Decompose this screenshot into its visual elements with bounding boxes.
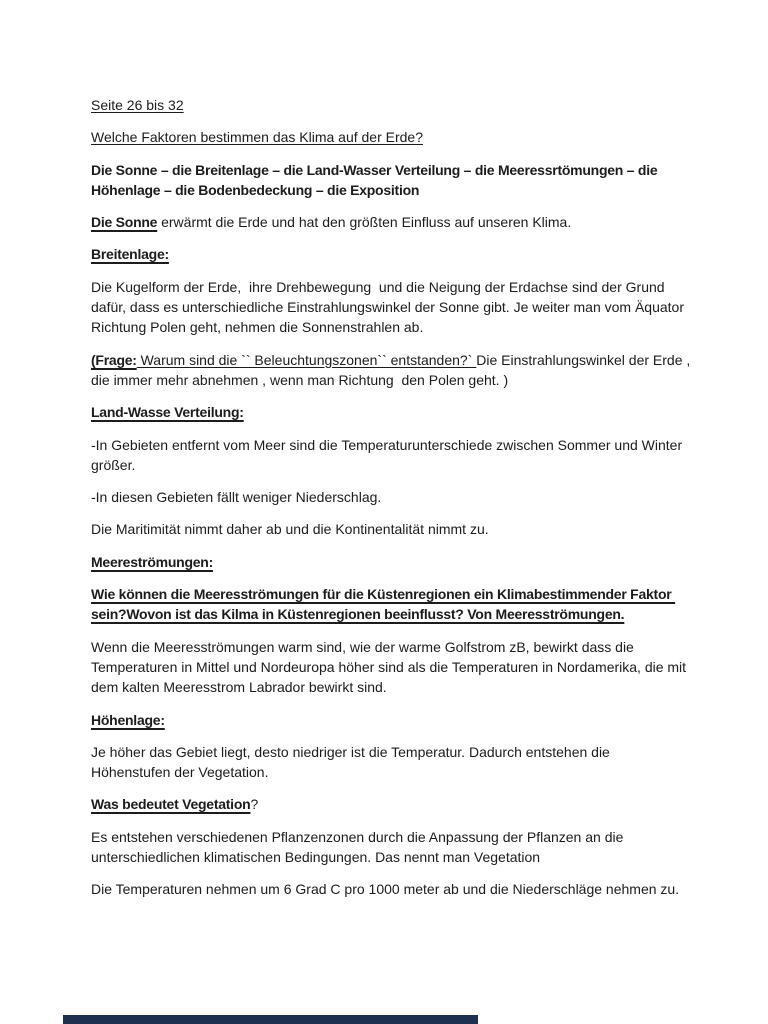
land-wasser-point-2: -In diesen Gebieten fällt weniger Niederschlag. — [91, 489, 382, 506]
heading-meeresstroemungen-text: Meereströmungen: — [91, 553, 214, 570]
heading-hoehenlage — [91, 710, 691, 730]
bottom-partial-element-bar — [63, 1015, 478, 1024]
frage-paragraph — [91, 350, 695, 391]
sun-paragraph — [91, 212, 691, 232]
heading-land-wasser — [91, 402, 691, 422]
heading-breitenlage-text: Breitenlage: — [91, 246, 169, 263]
meeresstroemungen-paragraph: Wenn die Meeresströmungen warm sind, wie der warme Golfstrom zB, bewirkt dass die Temperaturen in Mittel und Nordeuropa höher sind als die Temperaturen in Nordamerika, die mit dem kalten Meeresstrom Labrador bewirkt sind. — [91, 638, 690, 696]
main-question-text: Welche Faktoren bestimmen das Klima auf der Erde? — [91, 129, 424, 146]
land-wasser-point-3: Die Maritimität nimmt daher ab und die Kontinentalität nimmt zu. — [91, 521, 489, 538]
vegetation-paragraph: Es entstehen verschiedenen Pflanzenzonen durch die Anpassung der Pflanzen an die unterschiedlichen klimatischen Bedingungen. Das nennt man Vegetation — [91, 828, 628, 866]
frage-question-text: Warum sind die `` Beleuchtungszonen`` entstanden?` — [136, 351, 477, 368]
sun-lead-text: Die Sonne — [91, 214, 158, 231]
main-question-heading — [91, 127, 691, 147]
page-range-text: Seite 26 bis 32 — [91, 97, 184, 113]
climate-factors-line: Die Sonne – die Breitenlage – die Land-Wasser Verteilung – die Meeressrtömungen – die Höhenlage – die Bodenbedeckung – die Exposition — [91, 161, 662, 198]
vegetation-question — [91, 794, 691, 814]
heading-breitenlage — [91, 244, 691, 264]
meeresstroemungen-question — [91, 584, 691, 625]
document-body — [91, 95, 695, 912]
sun-rest-text: erwärmt die Erde und hat den größten Einfluss auf unseren Klima. — [157, 214, 572, 231]
frage-answer-text: Die Einstrahlungswinkel der Erde , die immer mehr abnehmen , wenn man Richtung den Polen geht. ) — [91, 351, 695, 388]
heading-meeresstroemungen — [91, 552, 691, 572]
vegetation-question-mark: ? — [250, 796, 259, 813]
temperature-note-paragraph: Die Temperaturen nehmen um 6 Grad C pro 1000 meter ab und die Niederschläge nehmen zu. — [91, 881, 680, 898]
meeresstroemungen-question-text: Wie können die Meeresströmungen für die Küstenregionen ein Klimabestimmender Faktor sein?Wovon ist das Kilma in Küstenregionen beeinflusst? Von Meeresströmungen. — [91, 586, 676, 623]
page-range-line — [91, 95, 691, 115]
heading-land-wasser-text: Land-Wasse Verteilung: — [91, 404, 244, 421]
vegetation-question-text: Was bedeutet Vegetation — [91, 796, 251, 813]
land-wasser-point-1: -In Gebieten entfernt vom Meer sind die Temperaturunterschiede zwischen Sommer und Winter größer. — [91, 436, 687, 473]
frage-lead-text: (Frage: — [91, 351, 137, 368]
breitenlage-paragraph: Die Kugelform der Erde, ihre Drehbewegung und die Neigung der Erdachse sind der Grund dafür, dass es unterschiedliche Einstrahlungswinkel der Sonne gibt. Je weiter man vom Äquator Richtung Polen geht, nehmen die Sonnenstrahlen ab. — [91, 278, 688, 336]
hoehenlage-paragraph: Je höher das Gebiet liegt, desto niedriger ist die Temperatur. Dadurch entstehen die Höhenstufen der Vegetation. — [91, 743, 614, 781]
heading-hoehenlage-text: Höhenlage: — [91, 711, 165, 728]
